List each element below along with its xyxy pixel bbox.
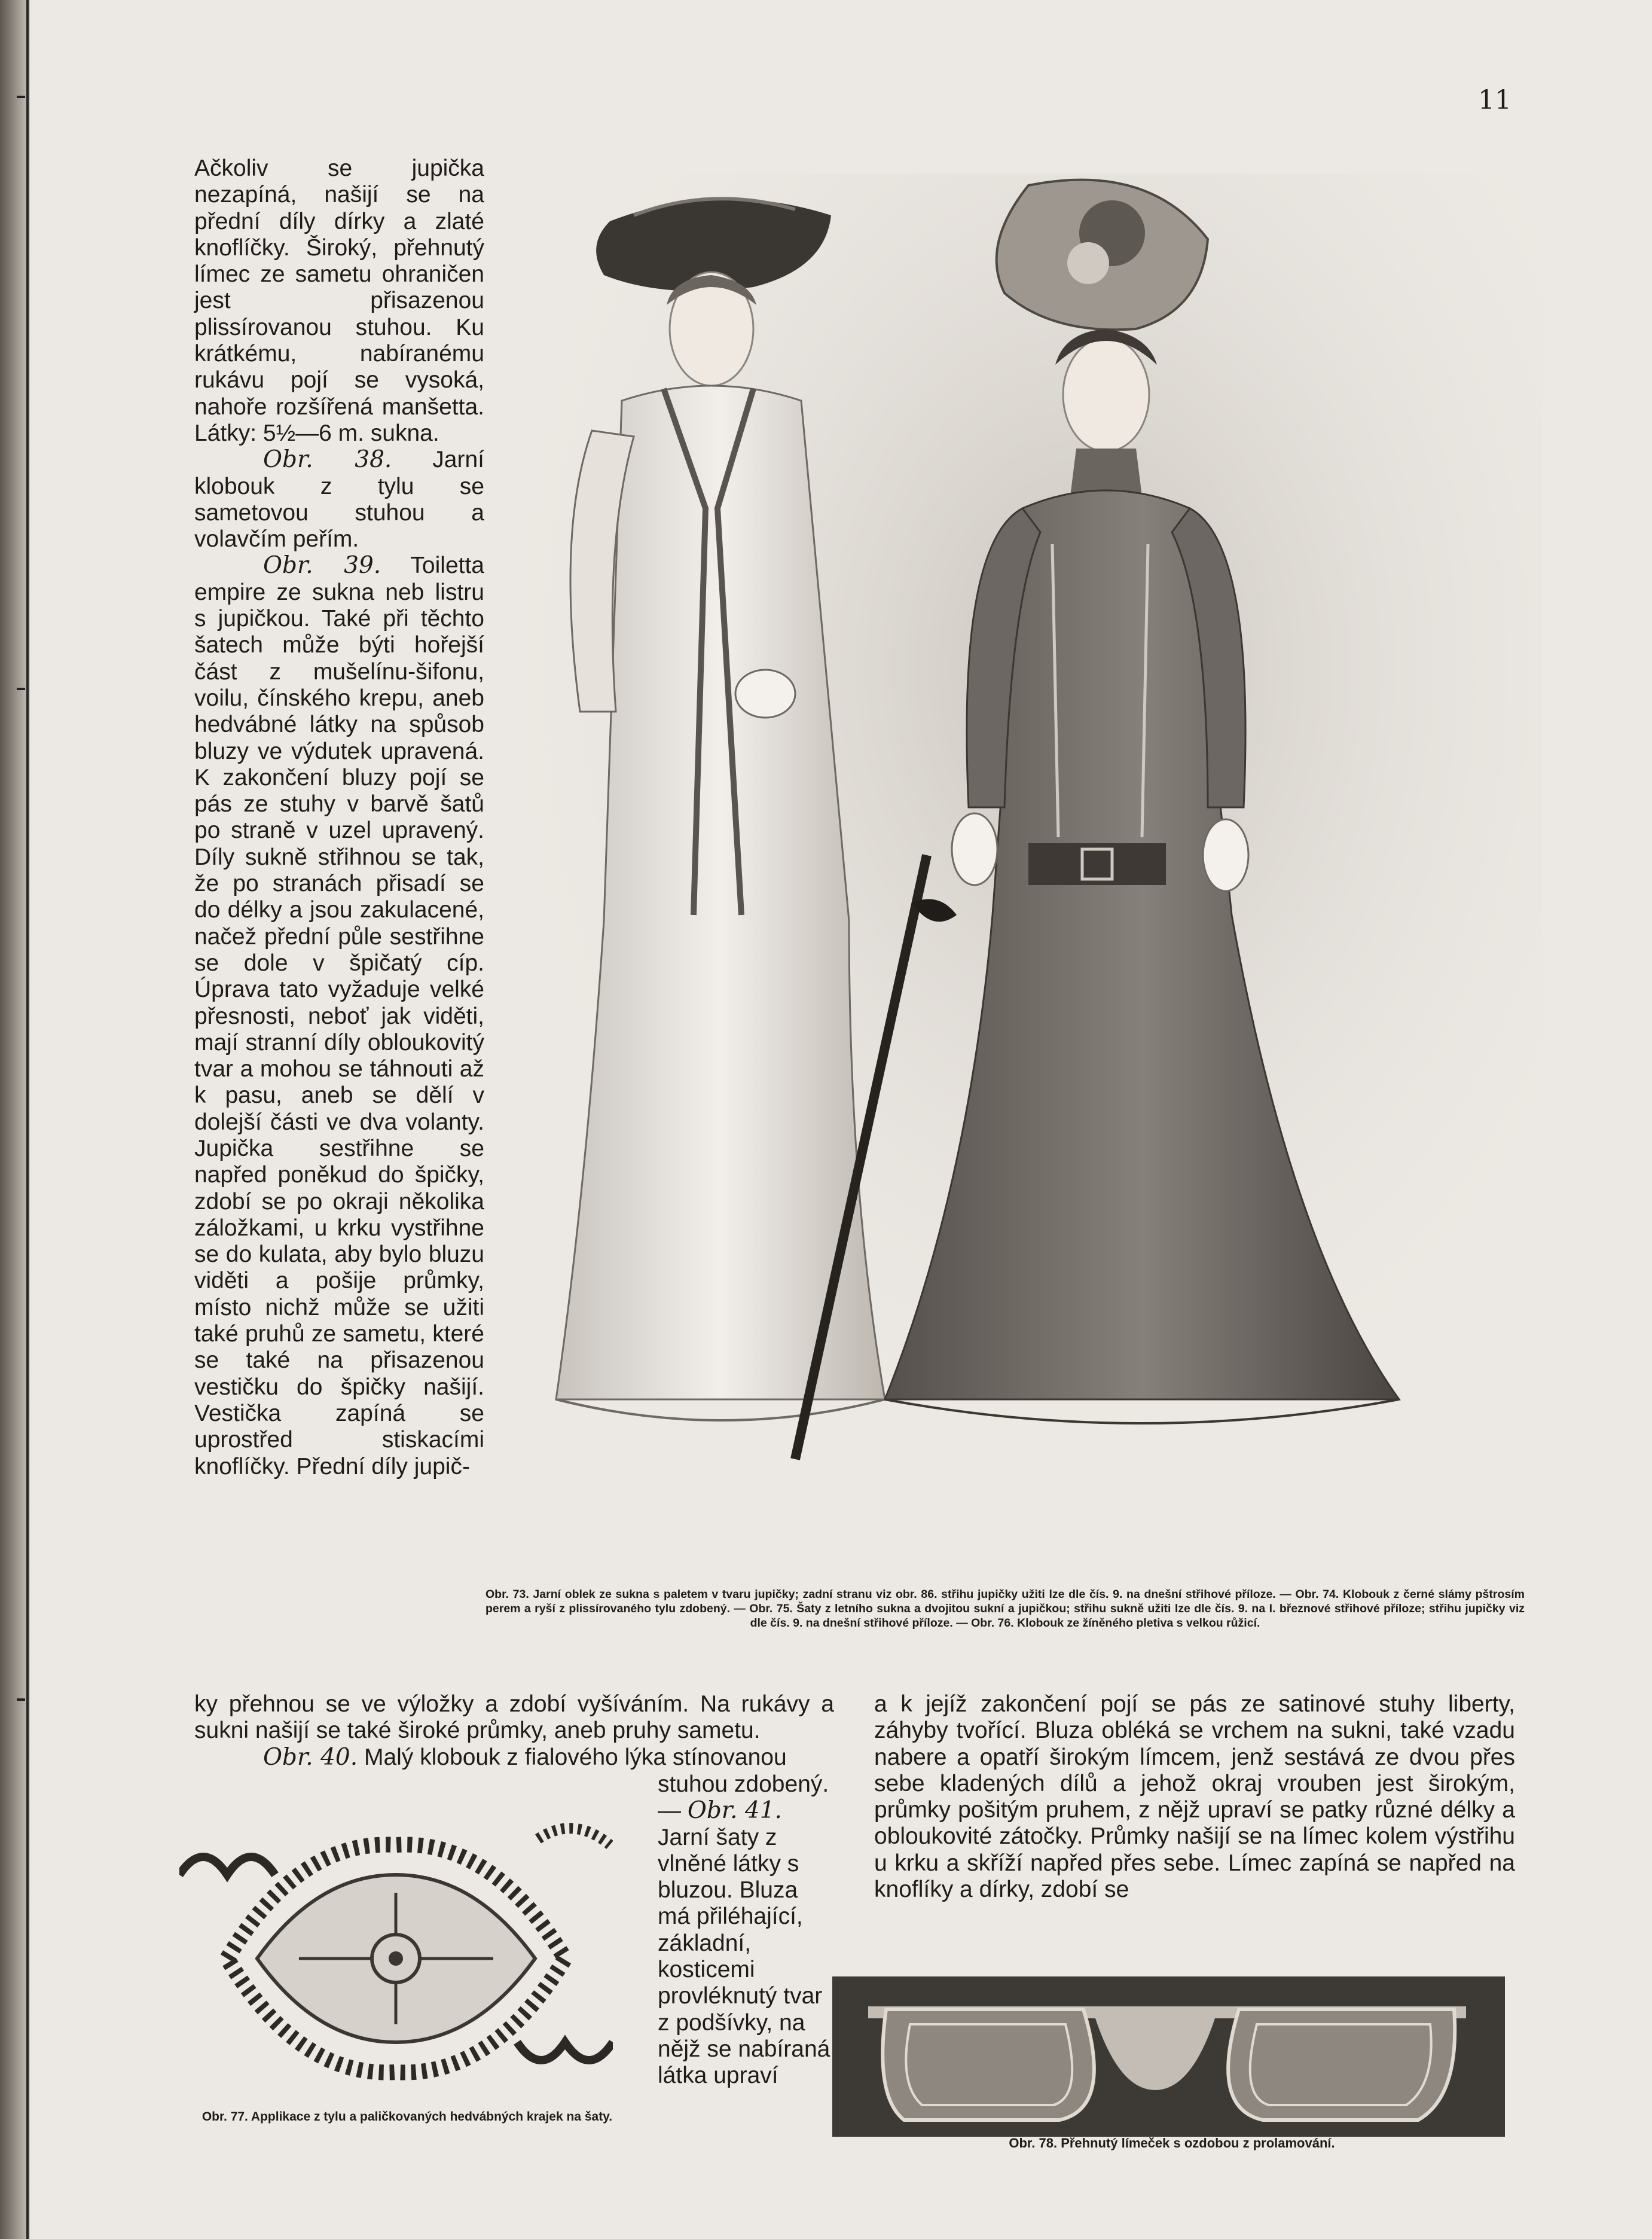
- fig38-text: Jarní klobouk z tylu se sametovou stuhou a volavčím peřím.: [194, 447, 484, 553]
- paragraph-fig38: [194, 447, 484, 553]
- fig38-ref: Obr. 38.: [263, 446, 392, 474]
- gloved-hand-right: [1203, 819, 1248, 891]
- right-text-column: [874, 1691, 1515, 1903]
- fig39-text: Toiletta empire ze sukna neb listru s jupičkou. Také při těchto šatech může býti hořejší část z mušelínu-šifonu, voilu, čínského krepu, aneb hedvábné látky na spůsob bluzy ve výdutek upravená. K zakončení bluzy pojí se pás ze stuhy v barvě šatů po straně v uzel upravený. Díly sukně střihnou se tak, že po stranách přisadí se do délky a jsou zakulacené, načež přední půle sestřihne se dole v špičatý cíp. Úprava tato vyžaduje velké přesnosti, neboť jak viděti, mají stranní díly obloukovitý tvar a mohou se táhnouti až k pasu, aneb se dělí v dolejší části ve dva volanty. Jupička sestřihne se napřed poněkud do špičky, zdobí se po okraji několika záložkami, u krku vystřihne se do kulata, aby bylo bluzu viděti a pošije průmky, místo nichž může se užiti také pruhů ze sametu, které se také na přisazenou vestičku do špičky našijí. Vestička zapíná se uprostřed stiskacími knoflíčky. Přední díly jupič-: [194, 553, 484, 1480]
- collar-image: [832, 1976, 1505, 2137]
- fig40-continuation: stuhou zdobený. —: [658, 1771, 829, 1824]
- binding-mark: [17, 1698, 25, 1701]
- fig77-caption: Obr. 77. Applikace z tylu a paličkovaných hedvábných krajek na šaty.: [201, 2110, 613, 2124]
- fig39-ref: Obr. 39.: [263, 552, 381, 579]
- paragraph-continuation: ky přehnou se ve výložky a zdobí vyšíváním. Na rukávy a sukni našijí se také široké průmky, aneb pruhy sametu.: [194, 1691, 834, 1744]
- face-right: [1063, 338, 1149, 452]
- lace-applique-image: [179, 1803, 613, 2105]
- fig78-caption: Obr. 78. Přehnutý límeček s ozdobou z prolamování.: [1009, 2136, 1335, 2150]
- paragraph-bluza: a k jejíž zakončení pojí se pás ze satinové stuhy liberty, záhyby tvořící. Bluza obléká se vrchem na sukni, také vzadu nabere a opatří širokým límcem, jenž sestává ze dvou přes sebe kladených dílů a jehož okraj vrouben jest širokým, průmky pošitým pruhem, z nějž upraví se patky různé délky a obloukovité zátočky. Průmky našijí se na límec kolem výstřihu u krku a skříží napřed přes sebe. Límec zapíná se napřed na knoflíky a dírky, zdobí se: [874, 1691, 1515, 1903]
- page-number: 11: [1478, 85, 1511, 115]
- paragraph-fig41: [658, 1771, 836, 2089]
- left-text-column: [194, 155, 484, 1480]
- fig40-ref: Obr. 40.: [263, 1743, 358, 1771]
- paragraph-fig39: [194, 553, 484, 1480]
- fashion-illustration-two-women: [514, 173, 1543, 1585]
- page-gutter-line: [26, 0, 29, 2239]
- collar-right-panel: [1228, 2009, 1455, 2120]
- gloved-hands: [735, 670, 795, 718]
- collar-left-panel: [883, 2009, 1094, 2120]
- main-figure-caption: Obr. 73. Jarní oblek ze sukna s paletem v tvaru jupičky; zadní stranu viz obr. 86. střihu jupičky užiti lze dle čís. 9. na dnešní střihové příloze. — Obr. 74. Klobouk z černé slámy pštrosím perem a ryší z plissírovaného tylu zdobený. — Obr. 75. Šaty z letního sukna a dvojitou sukní a jupičkou; střihu sukně užiti lze dle čís. 9. na I. březnové střihové příloze; střihu jupičky viz dle čís. 9. na dnešní střihové příloze. — Obr. 76. Klobouk ze žíněného pletiva s velkou růžicí.: [485, 1588, 1525, 1630]
- narrow-text-column: [658, 1771, 836, 2089]
- fig40-text: Malý klobouk z fialového lýka stínovanou: [364, 1744, 787, 1770]
- paragraph-jupicka: Ačkoliv se jupička nezapíná, našijí se na přední díly dírky a zlaté knoflíčky. Široký, přehnutý límec ze sametu ohraničen jest přisazenou plissírovanou stuhou. Ku krátkému, nabíranému rukávu pojí se vysoká, nahoře rozšířená manšetta. Látky: 5½—6 m. sukna.: [194, 155, 484, 446]
- bottom-left-text: [194, 1691, 834, 1771]
- paragraph-fig40: [194, 1744, 834, 1771]
- binding-mark: [17, 96, 25, 98]
- fig41-text: Jarní šaty z vlněné látky s bluzou. Bluza má přiléhající, základní, kosticemi provléknutý tvar z podšívky, na nějž se nabíraná látka upraví: [658, 1824, 830, 2089]
- book-spine-shadow: [0, 0, 30, 2239]
- binding-mark: [17, 688, 25, 690]
- fig41-ref: Obr. 41.: [687, 1797, 782, 1825]
